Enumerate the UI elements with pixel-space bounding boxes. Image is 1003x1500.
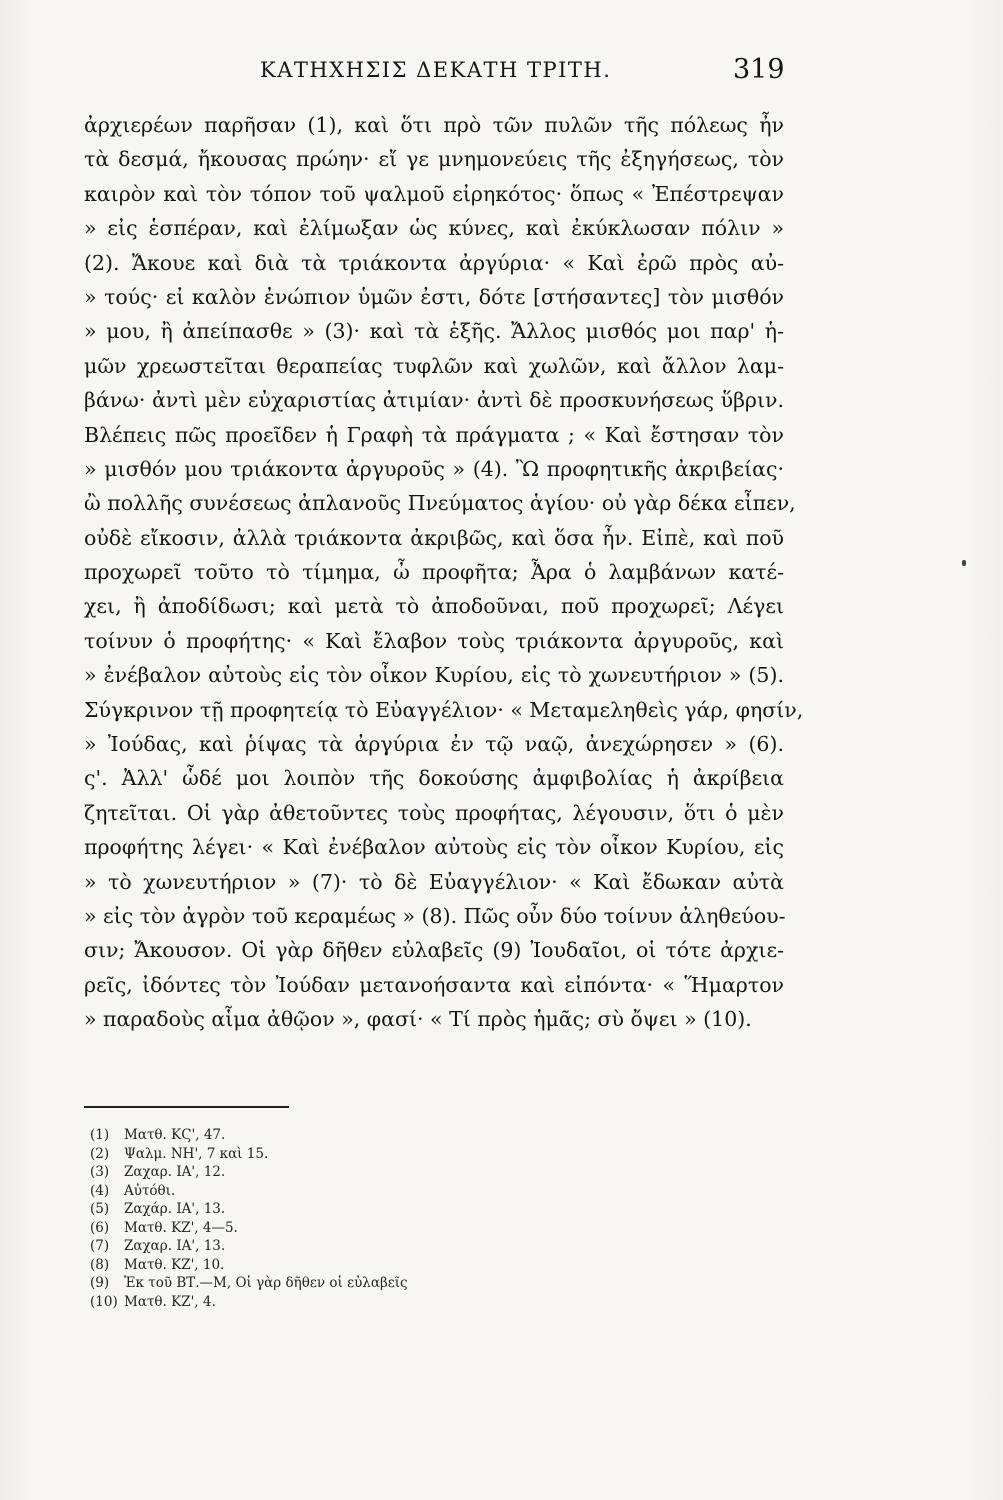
body-text — [84, 108, 804, 1037]
text-line: » εἰς ἑσπέραν, καὶ ἐλίμωξαν ὡς κύνες, καὶ ἐκύκλωσαν πόλιν » — [84, 216, 784, 241]
text-line: ρεῖς, ἰδόντες τὸν Ἰούδαν μετανοήσαντα καὶ εἰπόντα· « Ἥμαρτον — [84, 972, 784, 997]
text-line: μῶν χρεωστεῖται θεραπείας τυφλῶν καὶ χωλῶν, καὶ ἄλλον λαμ- — [84, 353, 784, 378]
text-line: » τούς· εἰ καλὸν ἐνώπιον ὑμῶν ἐστι, δότε [στήσαντες] τὸν μισθόν — [84, 284, 784, 309]
footnote-ref: Ματθ. ΚΖ', 4. — [124, 1293, 216, 1310]
footnote-number: (9) — [90, 1275, 110, 1291]
footnote-number: (4) — [90, 1182, 110, 1199]
text-line: Σύγκρινον τῇ προφητείᾳ τὸ Εὐαγγέλιον· « Μεταμεληθεὶς γάρ, φησίν, — [84, 697, 804, 722]
text-line: Βλέπεις πῶς προεῖδεν ἡ Γραφὴ τὰ πράγματα ; « Καὶ ἔστησαν τὸν — [84, 422, 784, 447]
text-line: οὐδὲ εἴκοσιν, ἀλλὰ τριάκοντα ἀκριβῶς, καὶ ὅσα ἦν. Εἰπὲ, καὶ ποῦ — [84, 525, 784, 550]
footnote — [90, 1145, 510, 1164]
running-head: ΚΑΤΗΧΗΣΙΣ ΔΕΚΑΤΗ ΤΡΙΤΗ. — [260, 58, 612, 82]
text-line: (2). Ἄκουε καὶ διὰ τὰ τριάκοντα ἀργύρια· « Καὶ ἐρῶ πρὸς αὐ- — [84, 250, 784, 275]
text-line: » μου, ἢ ἀπείπασθε » (3)· καὶ τὰ ἑξῆς. Ἄλλος μισθός μοι παρ' ἡ- — [84, 319, 784, 344]
footnote-rule — [84, 1106, 289, 1108]
page-header — [0, 54, 1003, 94]
text-line: προφήτης λέγει· « Καὶ ἐνέβαλον αὐτοὺς εἰς τὸν οἶκον Κυρίου, εἰς — [84, 835, 784, 860]
text-line: τὰ δεσμά, ἤκουσας πρώην· εἴ γε μνημονεύεις τῆς ἐξηγήσεως, τὸν — [84, 147, 784, 172]
footnote — [90, 1219, 510, 1238]
text-line: » τὸ χωνευτήριον » (7)· τὸ δὲ Εὐαγγέλιον· « Καὶ ἔδωκαν αὐτὰ — [84, 869, 784, 894]
footnote-number: (7) — [90, 1238, 110, 1254]
footnote-ref: Ζαχαρ. ΙΑ', 13. — [124, 1238, 226, 1254]
text-line: προχωρεῖ τοῦτο τὸ τίμημα, ὦ προφῆτα; Ἆρα ὁ λαμβάνων κατέ- — [84, 560, 784, 585]
footnote-number: (10) — [90, 1293, 118, 1310]
footnote-number: (5) — [90, 1201, 110, 1217]
footnote — [90, 1163, 510, 1182]
text-line: » μισθόν μου τριάκοντα ἀργυροῦς » (4). Ὢ προφητικῆς ἀκριβείας· — [84, 456, 784, 481]
text-line: ζητεῖται. Οἱ γὰρ ἀθετοῦντες τοὺς προφήτας, λέγουσιν, ὅτι ὁ μὲν — [84, 800, 784, 825]
footnote-ref: Ματθ. ΚϚ', 47. — [124, 1127, 226, 1143]
text-line: καιρὸν καὶ τὸν τόπον τοῦ ψαλμοῦ εἰρηκότος· ὅπως « Ἐπέστρεψαν — [84, 181, 784, 206]
footnote-ref: Ψαλμ. ΝΗ', 7 καὶ 15. — [124, 1145, 269, 1162]
text-line: ἀρχιερέων παρῆσαν (1), καὶ ὅτι πρὸ τῶν πυλῶν τῆς πόλεως ἦν — [84, 113, 784, 137]
footnote-number: (3) — [90, 1164, 110, 1180]
text-line: » ἐνέβαλον αὐτοὺς εἰς τὸν οἶκον Κυρίου, εἰς τὸ χωνευτήριον » (5). — [84, 663, 784, 688]
footnote-number: (8) — [90, 1256, 110, 1273]
footnote — [90, 1182, 510, 1201]
footnote-ref: Ματθ. ΚΖ', 10. — [124, 1256, 225, 1273]
ink-speck — [962, 560, 966, 566]
footnote — [90, 1274, 510, 1293]
text-line: σιν; Ἄκουσον. Οἱ γὰρ δῆθεν εὐλαβεῖς (9) Ἰουδαῖοι, οἱ τότε ἀρχιε- — [84, 938, 784, 963]
text-line: » εἰς τὸν ἀγρὸν τοῦ κεραμέως » (8). Πῶς οὖν δύο τοίνυν ἀληθεύου- — [84, 903, 786, 928]
footnote-ref: Ἐκ τοῦ ΒΤ.—Μ, Οἱ γὰρ δῆθεν οἱ εὐλαβεῖς — [124, 1275, 408, 1291]
text-line: ς'. Ἀλλ' ὧδέ μοι λοιπὸν τῆς δοκούσης ἀμφιβολίας ἡ ἀκρίβεια — [84, 766, 784, 791]
footnote-ref: Ματθ. ΚΖ', 4—5. — [124, 1219, 238, 1236]
footnote-number: (6) — [90, 1219, 110, 1236]
page-number: 319 — [733, 54, 785, 85]
text-line: τοίνυν ὁ προφήτης· « Καὶ ἔλαβον τοὺς τριάκοντα ἀργυροῦς, καὶ — [84, 628, 784, 653]
footnote-ref: Αὐτόθι. — [124, 1182, 176, 1199]
footnote — [90, 1237, 510, 1256]
text-line: ὢ πολλῆς συνέσεως ἀπλανοῦς Πνεύματος ἁγίου· οὐ γὰρ δέκα εἶπεν, — [84, 491, 796, 516]
text-line: » Ἰούδας, καὶ ῥίψας τὰ ἀργύρια ἐν τῷ ναῷ, ἀνεχώρησεν » (6). — [84, 732, 784, 757]
footnote — [90, 1126, 510, 1145]
footnote — [90, 1293, 510, 1312]
footnote-ref: Ζαχαρ. ΙΑ', 12. — [124, 1164, 226, 1180]
footnote — [90, 1256, 510, 1275]
footnote-number: (1) — [90, 1127, 110, 1143]
text-line: χει, ἢ ἀποδίδωσι; καὶ μετὰ τὸ ἀποδοῦναι, ποῦ προχωρεῖ; Λέγει — [84, 594, 784, 619]
text-line: » παραδοὺς αἷμα ἀθῷον », φασί· « Τί πρὸς ἡμᾶς; σὺ ὄψει » (10). — [84, 1007, 752, 1032]
footnotes — [90, 1126, 510, 1311]
footnote-ref: Ζαχάρ. ΙΑ', 13. — [124, 1201, 226, 1217]
text-line: βάνω· ἀντὶ μὲν εὐχαριστίας ἀτιμίαν· ἀντὶ δὲ προσκυνήσεως ὕβριν. — [84, 388, 784, 413]
footnote-number: (2) — [90, 1145, 110, 1162]
footnote — [90, 1200, 510, 1219]
